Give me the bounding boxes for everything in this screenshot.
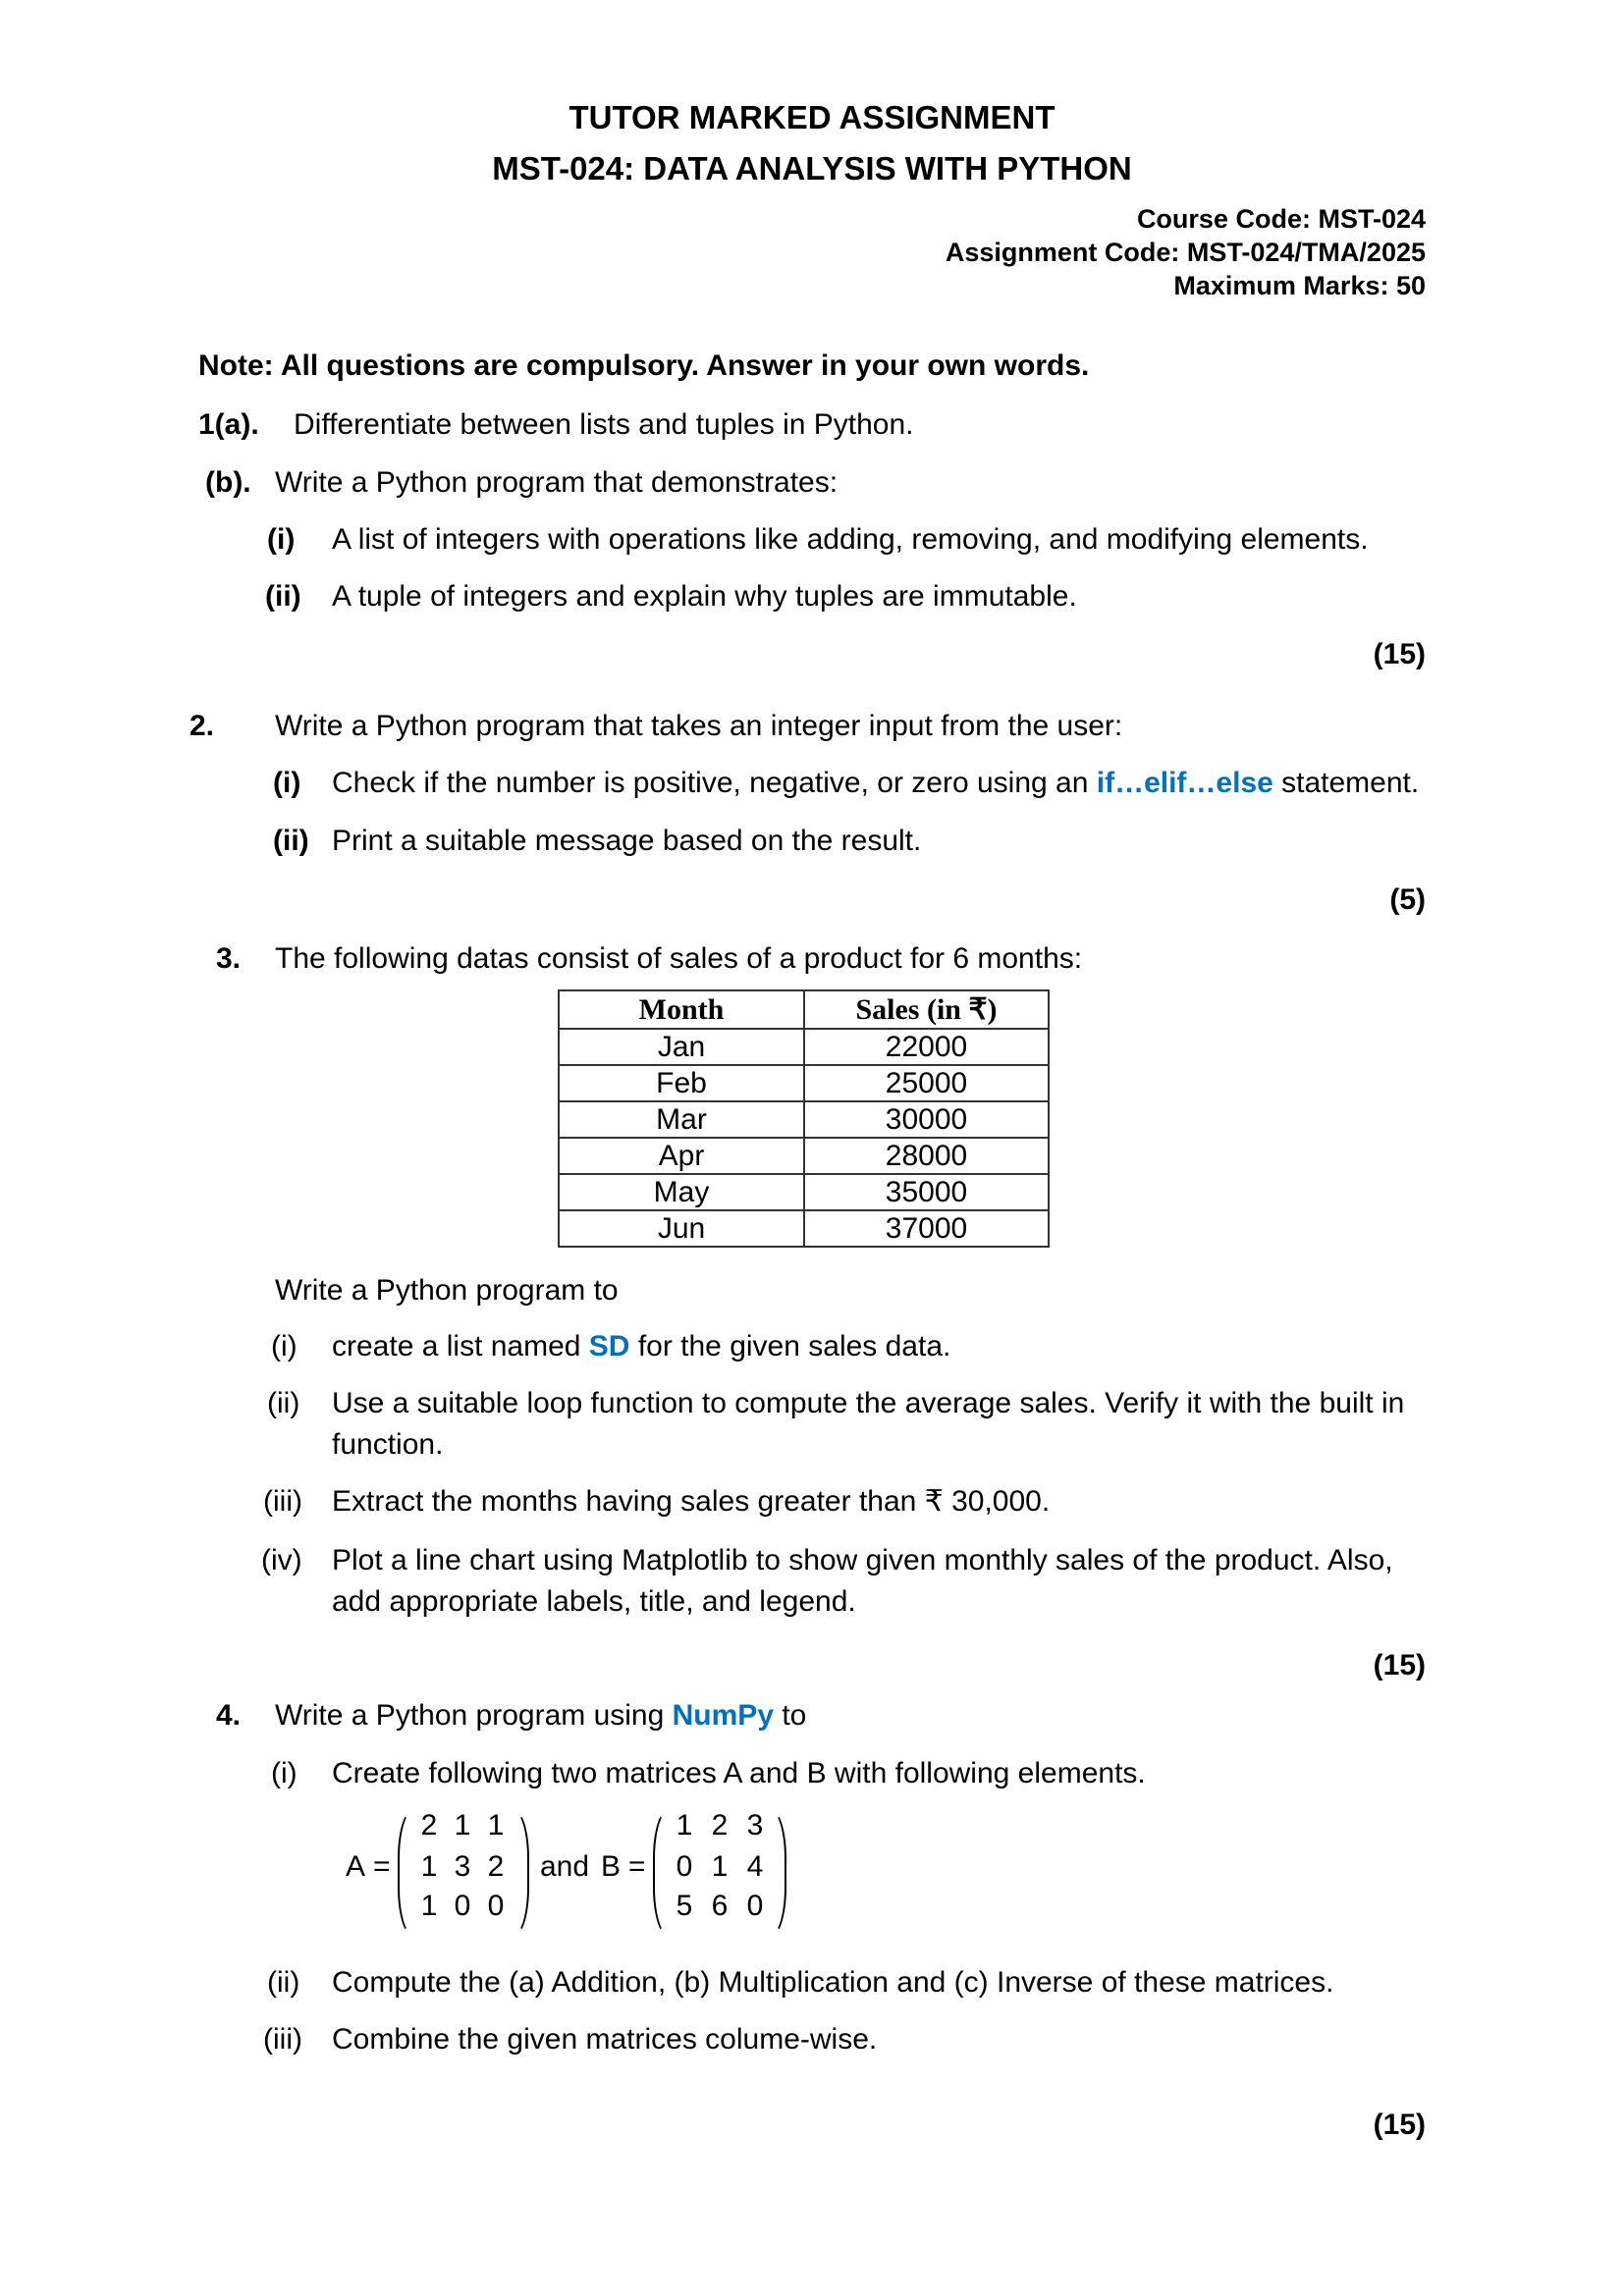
q2-marks: (5) bbox=[1389, 883, 1426, 916]
q3-label: 3. bbox=[216, 942, 242, 975]
sales-cell: 25000 bbox=[804, 1065, 1049, 1101]
q3-item-label: (iv) bbox=[261, 1544, 302, 1576]
table-row bbox=[559, 1174, 1049, 1210]
month-cell: Jan bbox=[559, 1029, 804, 1065]
q3-item-label: (iii) bbox=[263, 1485, 302, 1518]
table-row bbox=[559, 1210, 1049, 1247]
q1a-text: Differentiate between lists and tuples in Python. bbox=[294, 408, 914, 441]
q3-item-text: Use a suitable loop function to compute the average sales. Verify it with the built in bbox=[332, 1387, 1405, 1419]
q1b-item-label: (ii) bbox=[265, 580, 301, 613]
matrix-cell: 0 bbox=[676, 1850, 693, 1883]
q1b-item-text: A list of integers with operations like adding, removing, and modifying elements. bbox=[332, 523, 1369, 556]
sales-cell: 37000 bbox=[804, 1210, 1049, 1247]
q4-text-after: to bbox=[774, 1699, 807, 1732]
q1b-label: (b). bbox=[205, 466, 251, 499]
matrix-cell: 2 bbox=[711, 1809, 729, 1842]
sales-cell: 30000 bbox=[804, 1101, 1049, 1138]
matrix-cell: 0 bbox=[454, 1890, 471, 1922]
q3-item-label: (i) bbox=[271, 1330, 298, 1362]
q4-label: 4. bbox=[216, 1699, 242, 1732]
q3-item-text-before: create a list named bbox=[332, 1330, 589, 1362]
maximum-marks: Maximum Marks: 50 bbox=[1173, 271, 1426, 300]
q3-item-text: Extract the months having sales greater than ₹ 30,000. bbox=[332, 1485, 1051, 1518]
sales-cell: 22000 bbox=[804, 1029, 1049, 1065]
q3-item-label: (ii) bbox=[267, 1387, 300, 1419]
q1b-text: Write a Python program that demonstrates: bbox=[275, 466, 839, 499]
table-row bbox=[559, 1065, 1049, 1101]
library-name-highlight: NumPy bbox=[672, 1699, 774, 1732]
month-cell: Apr bbox=[559, 1138, 804, 1174]
q4-item-text: Create following two matrices A and B with following elements. bbox=[332, 1757, 1146, 1789]
assignment-code: Assignment Code: MST-024/TMA/2025 bbox=[945, 238, 1426, 267]
q4-text bbox=[275, 1699, 806, 1733]
and-joiner: and bbox=[540, 1850, 590, 1883]
variable-name-highlight: SD bbox=[588, 1330, 630, 1362]
q1b-item-label: (i) bbox=[267, 523, 296, 556]
matrix-cell: 1 bbox=[676, 1809, 693, 1842]
q3-intro: Write a Python program to bbox=[275, 1274, 619, 1307]
matrix-cell: 4 bbox=[746, 1850, 764, 1883]
matrix-b-name: B bbox=[601, 1850, 622, 1883]
matrix-cell: 6 bbox=[711, 1890, 729, 1922]
column-header-sales: Sales (in ₹) bbox=[804, 990, 1049, 1029]
column-header-month: Month bbox=[559, 990, 804, 1029]
course-title: MST-024: DATA ANALYSIS WITH PYTHON bbox=[492, 150, 1132, 187]
q4-item-label: (ii) bbox=[267, 1966, 300, 1999]
q3-marks: (15) bbox=[1373, 1649, 1426, 1682]
matrix-cell: 0 bbox=[746, 1890, 764, 1922]
table-header-row bbox=[559, 990, 1049, 1029]
q1b-item-text: A tuple of integers and explain why tuples are immutable. bbox=[332, 580, 1077, 613]
matrix-cell: 1 bbox=[454, 1809, 471, 1842]
q2-label: 2. bbox=[189, 710, 215, 742]
q3-item-text bbox=[332, 1330, 950, 1363]
q2-item-text: Print a suitable message based on the result. bbox=[332, 825, 922, 857]
course-code: Course Code: MST-024 bbox=[1136, 204, 1426, 234]
table-row bbox=[559, 1138, 1049, 1174]
q3-item-text: Plot a line chart using Matplotlib to show given monthly sales of the product. Also, bbox=[332, 1544, 1393, 1576]
q3-item-text-continued: function. bbox=[332, 1428, 444, 1461]
month-cell: Jun bbox=[559, 1210, 804, 1247]
q2-item-label: (i) bbox=[273, 767, 301, 799]
q4-item-label: (iii) bbox=[263, 2023, 302, 2056]
q3-item-text-continued: add appropriate labels, title, and legend. bbox=[332, 1585, 856, 1618]
table-row bbox=[559, 1029, 1049, 1065]
code-keyword-highlight: if…elif…else bbox=[1096, 767, 1273, 799]
matrix-a-name: A bbox=[346, 1850, 366, 1883]
equals-sign: = bbox=[373, 1850, 391, 1883]
matrix-cell: 2 bbox=[487, 1850, 505, 1883]
matrix-cell: 1 bbox=[487, 1809, 505, 1842]
sales-table bbox=[558, 989, 1050, 1248]
matrix-a bbox=[398, 1809, 529, 1935]
month-cell: May bbox=[559, 1174, 804, 1210]
q2-item-text bbox=[332, 767, 1419, 800]
assignment-title: TUTOR MARKED ASSIGNMENT bbox=[568, 99, 1056, 135]
table-row bbox=[559, 1101, 1049, 1138]
q2-text: Write a Python program that takes an integer input from the user: bbox=[275, 710, 1123, 742]
q3-text: The following datas consist of sales of a product for 6 months: bbox=[275, 942, 1083, 975]
q4-item-text: Combine the given matrices colume-wise. bbox=[332, 2023, 878, 2056]
q4-item-label: (i) bbox=[271, 1757, 298, 1789]
q2-item-text-before: Check if the number is positive, negative, or zero using an bbox=[332, 767, 1097, 799]
matrix-cell: 1 bbox=[711, 1850, 729, 1883]
matrix-b bbox=[653, 1809, 786, 1935]
equals-sign: = bbox=[628, 1850, 646, 1883]
q1-marks: (15) bbox=[1373, 638, 1426, 670]
month-cell: Feb bbox=[559, 1065, 804, 1101]
matrix-cell: 3 bbox=[746, 1809, 764, 1842]
q1a-label: 1(a). bbox=[198, 408, 259, 441]
matrix-cell: 0 bbox=[487, 1890, 505, 1922]
month-cell: Mar bbox=[559, 1101, 804, 1138]
matrix-cell: 1 bbox=[420, 1850, 438, 1883]
matrix-cell: 2 bbox=[420, 1809, 438, 1842]
matrix-cell: 3 bbox=[454, 1850, 471, 1883]
q4-item-text: Compute the (a) Addition, (b) Multiplication and (c) Inverse of these matrices. bbox=[332, 1966, 1334, 1999]
q2-item-text-after: statement. bbox=[1272, 767, 1420, 799]
note: Note: All questions are compulsory. Answer in your own words. bbox=[198, 349, 1090, 382]
q2-item-label: (ii) bbox=[273, 825, 309, 857]
matrix-cell: 1 bbox=[420, 1890, 438, 1922]
sales-cell: 35000 bbox=[804, 1174, 1049, 1210]
sales-cell: 28000 bbox=[804, 1138, 1049, 1174]
q3-item-text-after: for the given sales data. bbox=[629, 1330, 951, 1362]
q4-text-before: Write a Python program using bbox=[275, 1699, 673, 1732]
matrix-cell: 5 bbox=[676, 1890, 693, 1922]
q4-marks: (15) bbox=[1373, 2109, 1426, 2141]
